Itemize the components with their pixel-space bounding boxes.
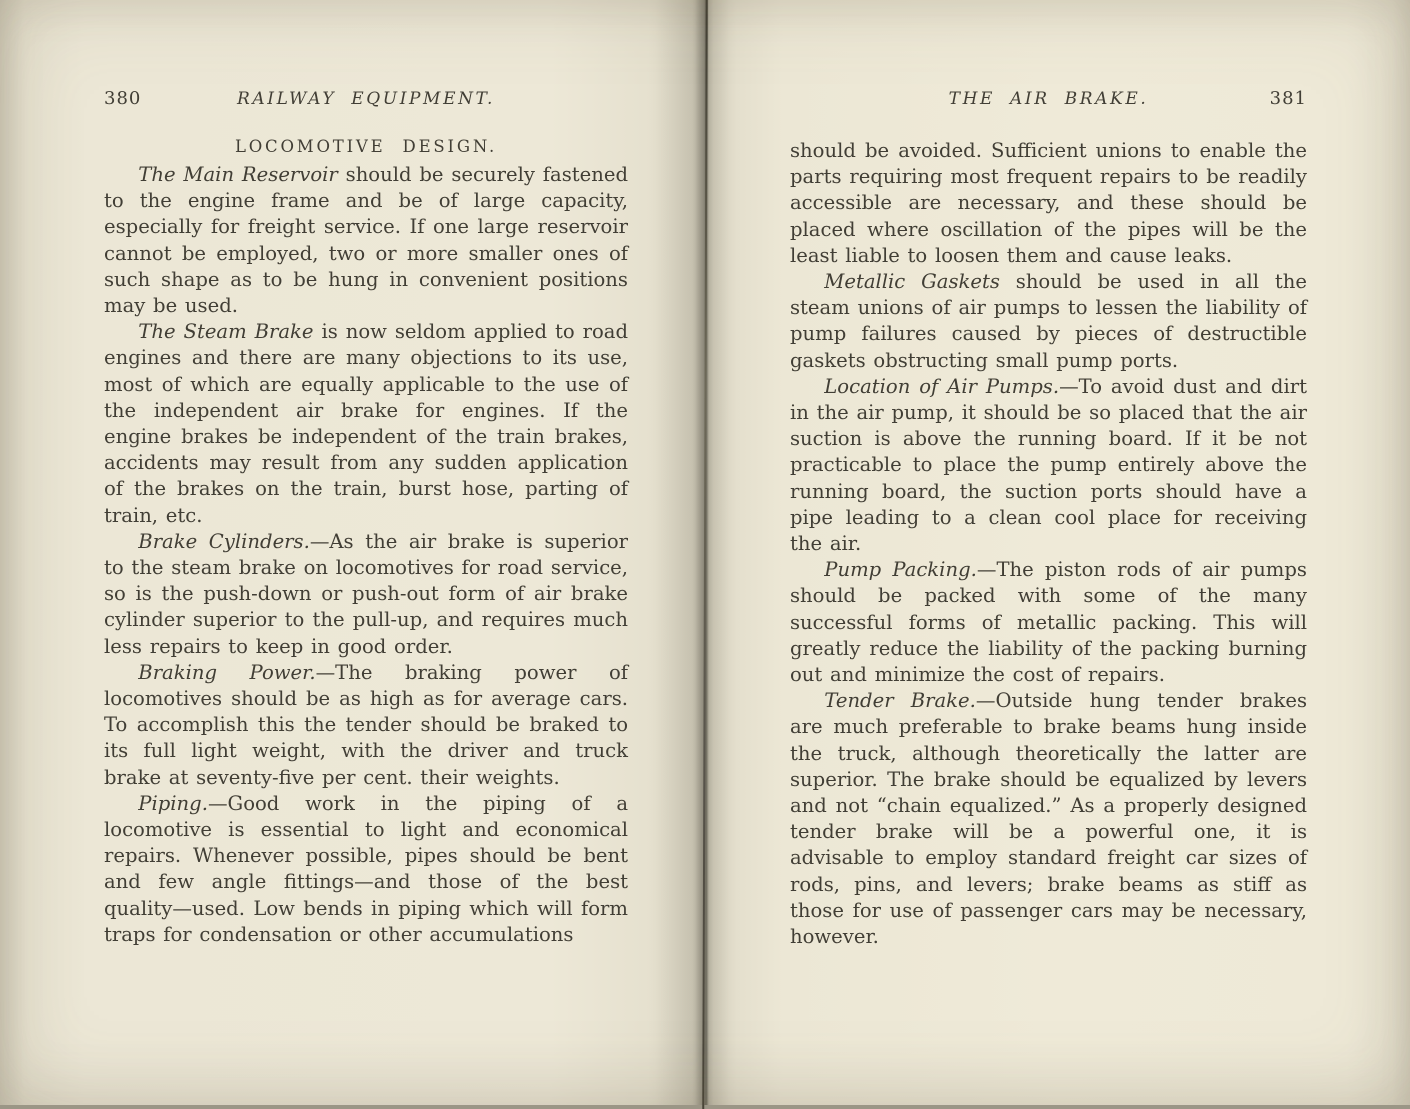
- paragraph-lead: Pump Packing.: [824, 558, 977, 582]
- paragraph-main-reservoir: [104, 162, 628, 319]
- running-title-right: THE AIR BRAKE.: [948, 89, 1149, 109]
- paragraph-brake-cylinders: [104, 529, 628, 660]
- section-heading: LOCOMOTIVE DESIGN.: [234, 137, 498, 156]
- paragraph-lead: Location of Air Pumps.: [824, 374, 1060, 398]
- running-head-right: [790, 88, 1307, 109]
- paragraph-text: —As the air brake is superior to the steam brake on locomotives for road service, so is the push-down or push-out form of air brake cylinder superior to the pull-up, and requires much less repairs to keep in good order.: [104, 529, 628, 658]
- paragraph-pump-packing: [790, 557, 1307, 688]
- right-page-text-column: [790, 138, 1307, 950]
- paragraph-text: —To avoid dust and dirt in the air pump, it should be so placed that the air suction is above the running board. If it be not practicable to place the pump entirely above the running board, the suction ports should have a pipe leading to a clean cool place for receiving the air.: [790, 374, 1307, 556]
- page-number-right: 381: [1269, 88, 1307, 109]
- paragraph-lead: Metallic Gaskets: [824, 270, 1000, 294]
- left-page-text-column: [104, 137, 628, 948]
- left-page: [0, 0, 705, 1105]
- running-head-left: [104, 88, 628, 109]
- paragraph-lead: Piping.: [138, 791, 208, 815]
- paragraph-text: should be used in all the steam unions of air pumps to lessen the liability of pump failures caused by pieces of destructible gaskets obstructing small pump ports.: [790, 270, 1307, 372]
- paragraph-text: should be securely fastened to the engine frame and be of large capacity, especially for freight service. If one large reservoir cannot be employed, two or more smaller ones of such shape as to be hung in convenient positions may be used.: [104, 163, 628, 318]
- paragraph-piping-continuation: [790, 138, 1307, 269]
- running-title-left: RAILWAY EQUIPMENT.: [236, 89, 495, 109]
- paragraph-piping: [104, 791, 628, 948]
- paragraph-lead: The Steam Brake: [138, 320, 314, 344]
- paragraph-lead: Brake Cylinders.: [138, 529, 310, 553]
- paragraph-braking-power: [104, 660, 628, 791]
- page-number-left: 380: [104, 88, 142, 109]
- paragraph-lead: Braking Power.: [138, 660, 316, 684]
- paragraph-tender-brake: [790, 688, 1307, 950]
- paragraph-text: —The piston rods of air pumps should be packed with some of the many successful forms of metallic packing. This will greatly reduce the liability of the packing burning out and minimize the cost of repairs.: [790, 558, 1307, 687]
- paragraph-lead: Tender Brake.: [824, 689, 976, 713]
- paragraph-steam-brake: [104, 319, 628, 529]
- paragraph-location-of-air-pumps: [790, 374, 1307, 557]
- paragraph-text: is now seldom applied to road engines and there are many objections to its use, most of which are equally applicable to the use of the independent air brake for engines. If the engine brakes be independent of the train brakes, accidents may result from any sudden application of the brakes on the train, burst hose, parting of train, etc.: [104, 320, 628, 527]
- paragraph-text: should be avoided. Sufficient unions to enable the parts requiring most frequent repairs to be readily accessible are necessary, and these should be placed where oscillation of the pipes will be the least liable to loosen them and cause leaks.: [790, 139, 1307, 267]
- right-page: [705, 0, 1410, 1105]
- paragraph-text: —Good work in the piping of a locomotive is essential to light and economical repairs. Whenever possible, pipes should be bent and few angle fittings—and those of the best quality—used. Low bends in piping which will form traps for condensation or other accumulations: [104, 791, 628, 946]
- paragraph-metallic-gaskets: [790, 269, 1307, 374]
- paragraph-text: —The braking power of locomotives should be as high as for average cars. To accomplish this the tender should be braked to its full light weight, with the driver and truck brake at seventy-five per cent. their weights.: [104, 660, 628, 789]
- paragraph-text: —Outside hung tender brakes are much preferable to brake beams hung inside the truck, although theoretically the latter are superior. The brake should be equalized by levers and not “chain equalized.” As a properly designed tender brake will be a powerful one, it is advisable to employ standard freight car sizes of rods, pins, and levers; brake beams as stiff as those for use of passenger cars may be necessary, however.: [790, 689, 1308, 949]
- paragraph-lead: The Main Reservoir: [138, 163, 338, 186]
